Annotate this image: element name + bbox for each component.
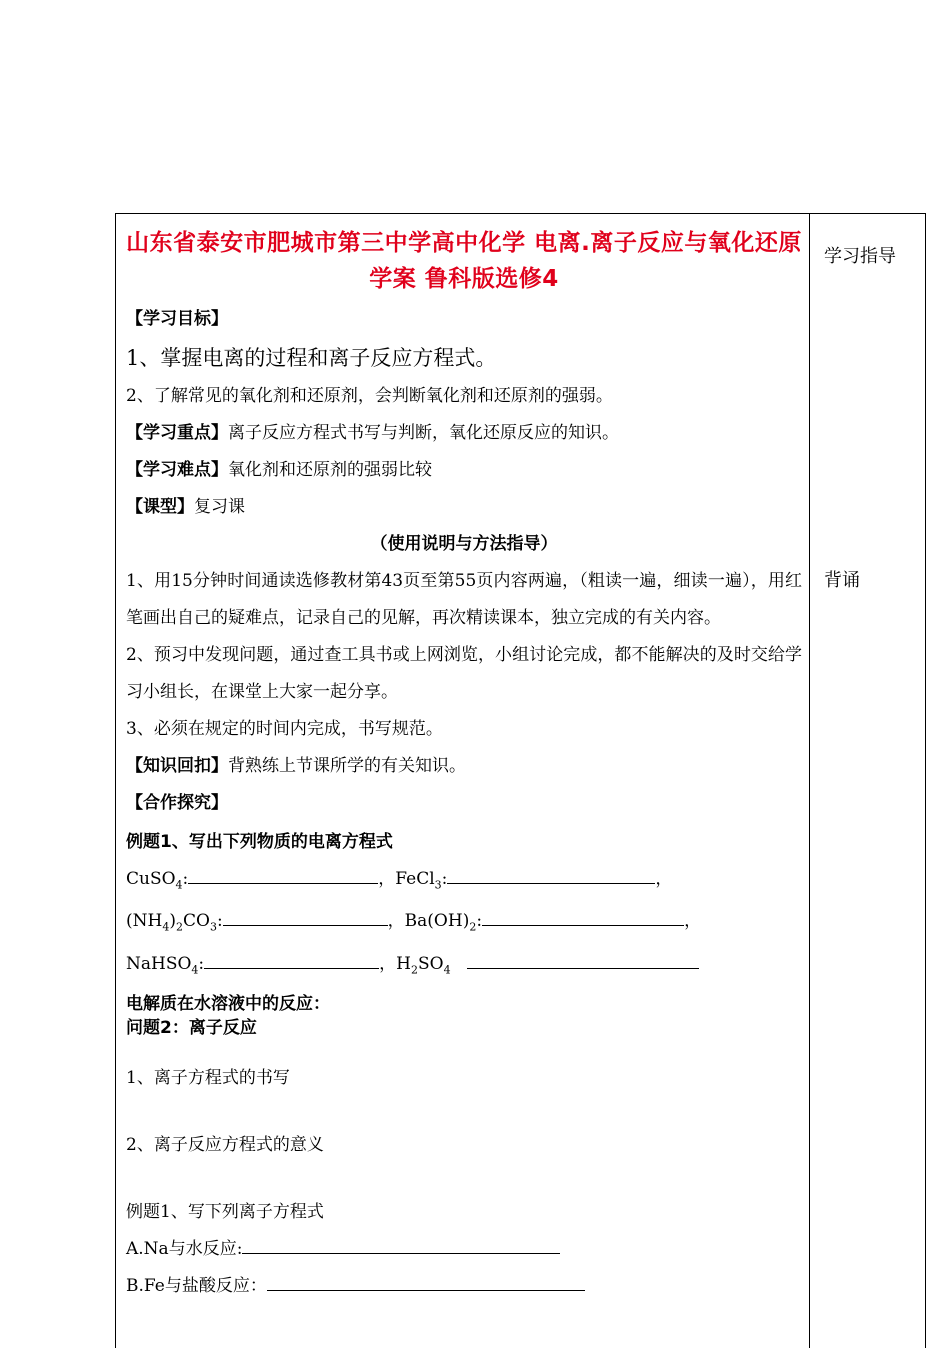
question-a-label: A.Na与水反应: (126, 1239, 243, 1260)
ionization-row-1: CuSO$_4$: ，FeCl$_3$: ， (126, 869, 673, 892)
focus-label: 【学习重点】 (126, 423, 228, 443)
instruction-item-1: 1、用15分钟时间通读选修教材第43页至第55页内容两遍，（粗读一遍，细读一遍），用红笔画出自己的疑难点，记录自己的见解，再次精读课本，独立完成的有关内容。 (126, 571, 802, 628)
review-label: 【知识回扣】 (126, 756, 228, 776)
question-b-label: B.Fe与盐酸反应： (126, 1276, 267, 1297)
worksheet-table (115, 213, 926, 1348)
instruction-item-3: 3、必须在规定的时间内完成，书写规范。 (126, 719, 443, 739)
baoh2-formula: $Ba(OH)_2$: (404, 911, 483, 934)
cooperate-header: 【合作探究】 (126, 793, 228, 813)
instruction-item-2: 2、预习中发现问题，通过查工具书或上网浏览，小组讨论完成，都不能解决的及时交给学习小组长，在课堂上大家一起分享。 (126, 645, 802, 702)
nahso4-answer-blank[interactable] (204, 954, 379, 969)
cuso4-formula: CuSO$_4$: (126, 869, 189, 892)
question2-title: 问题2：离子反应 (126, 1018, 257, 1039)
difficulty-label: 【学习难点】 (126, 460, 228, 480)
baoh2-answer-blank[interactable] (482, 911, 684, 926)
ionic-question-a (126, 1231, 802, 1268)
question-a-answer-blank[interactable] (242, 1239, 560, 1254)
ionic-item-1: 1、离子方程式的书写 (126, 1068, 290, 1089)
side-note-recite: 背诵 (824, 570, 860, 591)
example1-title: 例题1、写出下列物质的电离方程式 (126, 832, 393, 852)
instructions-header: （使用说明与方法指导） (370, 534, 558, 554)
ionic-example-title: 例题1、写下列离子方程式 (126, 1202, 324, 1223)
focus-row (126, 415, 802, 452)
ionic-item-2: 2、离子反应方程式的意义 (126, 1135, 324, 1156)
column-divider (809, 214, 810, 1348)
ionization-row-3: NaHSO$_4$: ，$H_2SO_4$ (126, 946, 802, 988)
question-b-answer-blank[interactable] (267, 1276, 585, 1291)
ionic-question-b (126, 1268, 802, 1305)
h2so4-answer-blank[interactable] (467, 954, 699, 969)
document-title: 山东省泰安市肥城市第三中学高中化学 电离.离子反应与氧化还原学案 鲁科版选修4 (126, 230, 802, 292)
nahso4-formula: NaHSO$_4$: (126, 953, 205, 977)
h2so4-formula: $H_2SO_4$ (396, 953, 451, 977)
side-note-guide: 学习指导 (824, 246, 896, 267)
cuso4-answer-blank[interactable] (188, 869, 378, 884)
lesson-type-label: 【课型】 (126, 497, 194, 517)
nh4co3-answer-blank[interactable] (223, 911, 388, 926)
review-row (126, 748, 802, 785)
fecl3-answer-blank[interactable] (447, 869, 655, 884)
lesson-type-row (126, 489, 802, 526)
goal-item-1: 1、掌握电离的过程和离子反应方程式。 (126, 346, 497, 370)
difficulty-row (126, 452, 802, 489)
lesson-type-text: 复习课 (194, 497, 245, 517)
ionization-row-2: $(NH_4)_2CO_3$: ，$Ba(OH)_2$: ， (126, 911, 702, 934)
main-column (126, 214, 802, 1305)
difficulty-text: 氧化剂和还原剂的强弱比较 (228, 460, 432, 480)
fecl3-formula: FeCl$_3$: (395, 869, 448, 892)
electrolyte-title: 电解质在水溶液中的反应： (126, 994, 330, 1015)
review-text: 背熟练上节课所学的有关知识。 (228, 756, 466, 776)
nh4co3-formula: $(NH_4)_2CO_3$: (126, 911, 223, 934)
focus-text: 离子反应方程式书写与判断，氧化还原反应的知识。 (228, 423, 619, 443)
goal-item-2: 2、了解常见的氧化剂和还原剂，会判断氧化剂和还原剂的强弱。 (126, 386, 613, 406)
goals-header: 【学习目标】 (126, 309, 228, 329)
